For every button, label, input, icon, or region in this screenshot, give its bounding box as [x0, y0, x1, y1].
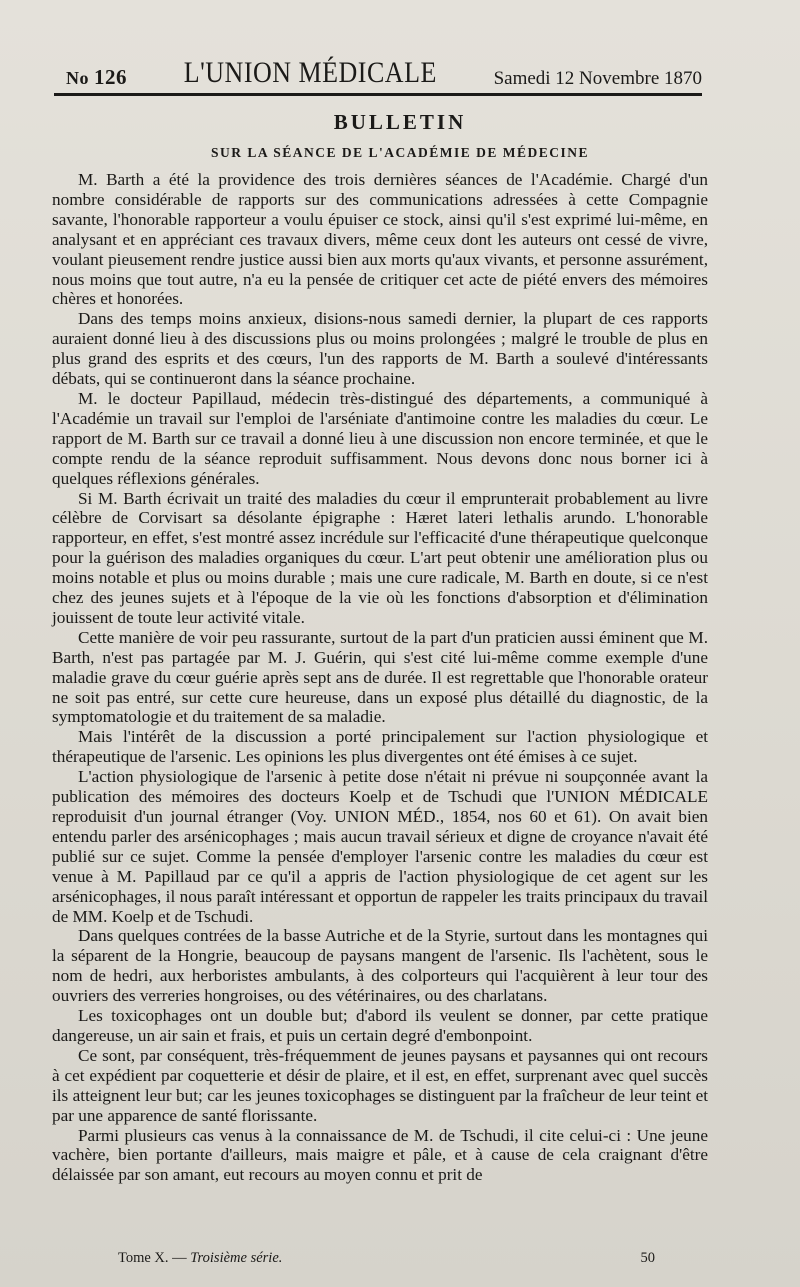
- volume-info: [118, 1250, 282, 1267]
- journal-title: L'UNION MÉDICALE: [183, 55, 437, 89]
- paragraph: L'action physiologique de l'arsenic à petite dose n'était ni prévue ni soupçonnée avant la publication des mémoires des docteurs Koelp et de Tschudi que l'UNION MÉDICALE reproduisit d'un journal étranger (Voy. UNION MÉD., 1854, nos 60 et 61). On avait bien entendu parler des arsénicophages ; mais aucun travail sérieux et digne de croyance n'avait été publié sur ce sujet. Comme la pensée d'employer l'arsenic contre les maladies du cœur est venue à M. Papillaud par ce qu'il a appris de l'action physiologique de cet agent sur les arsénicophages, il nous paraît intéressant et opportun de rappeler les traits principaux du travail de MM. Koelp et de Tschudi.: [52, 767, 708, 926]
- issue-number-value: 126: [94, 65, 127, 89]
- section-subtitle: SUR LA SÉANCE DE L'ACADÉMIE DE MÉDECINE: [210, 145, 590, 160]
- page-footer: [118, 1250, 655, 1267]
- section-title: BULLETIN: [333, 110, 467, 134]
- paragraph: Mais l'intérêt de la discussion a porté principalement sur l'action physiologique et thérapeutique de l'arsenic. Les opinions les plus divergentes ont été émises à ce sujet.: [52, 727, 708, 767]
- issue-prefix: No: [66, 68, 89, 88]
- paragraph: Si M. Barth écrivait un traité des maladies du cœur il emprunterait probablement au livre célèbre de Corvisart sa désolante épigraphe : Hæret lateri lethalis arundo. L'honorable rapporteur, en effet, s'est montré assez incrédule sur l'efficacité d'une thérapeutique quelconque pour la guérison des maladies organiques du cœur. L'art peut obtenir une amélioration plus ou moins notable et plus ou moins durable ; mais une cure radicale, M. Barth en doute, si ce n'est chez des jeunes sujets et à l'époque de la vie où les fonctions d'absorption et d'élimination jouissent de toute leur activité vitale.: [52, 488, 708, 627]
- paragraph: Ce sont, par conséquent, très-fréquemment de jeunes paysans et paysannes qui ont recours à cet expédient par coquetterie et désir de plaire, et il est, en effet, surprenant avec quel succès ils atteignent leur but; car les jeunes toxicophages se distinguent par la fraîcheur de leur teint et par une apparence de santé florissante.: [52, 1045, 708, 1125]
- series-label: Troisième série.: [190, 1250, 283, 1266]
- volume-label: Tome X. —: [118, 1250, 187, 1266]
- header-rule: [54, 93, 702, 96]
- paragraph: M. Barth a été la providence des trois dernières séances de l'Académie. Chargé d'un nombre considérable de rapports sur des communications adressées à cette Compagnie savante, l'honorable rapporteur a voulu épuiser ce stock, ainsi qu'il s'est exprimé lui-même, en analysant et en appréciant ces travaux divers, même ceux dont les auteurs ont cessé de vivre, voulant pieusement rendre justice aussi bien aux morts qu'aux vivants, et personne assurément, nous moins que tout autre, n'a eu la pensée de critiquer cet acte de piété envers des mémoires chères et honorées.: [52, 170, 708, 309]
- issue-number: [66, 65, 127, 90]
- article-body: [52, 170, 708, 1185]
- paragraph: Dans des temps moins anxieux, disions-nous samedi dernier, la plupart de ces rapports auraient donné lieu à des discussions plus ou moins prolongées ; malgré le trouble de plus en plus grand des esprits et des cœurs, l'un des rapports de M. Barth a soulevé d'intéressants débats, qui se continueront dans la séance prochaine.: [52, 309, 708, 389]
- paragraph: Parmi plusieurs cas venus à la connaissance de M. de Tschudi, il cite celui-ci : Une jeune vachère, bien portante d'ailleurs, mais maigre et pâle, et à cause de cela craignant d'être délaissée par son amant, eut recours au moyen connu et prit de: [52, 1125, 708, 1185]
- paragraph: Cette manière de voir peu rassurante, surtout de la part d'un praticien aussi éminent que M. Barth, n'est pas partagée par M. J. Guérin, qui s'est cité lui-même comme exemple d'une maladie grave du cœur guérie après sept ans de durée. Il est regrettable que l'honorable orateur ne soit pas entré, sur cette cure heureuse, dans un exposé plus détaillé du diagnostic, de la symptomatologie et du traitement de sa maladie.: [52, 627, 708, 727]
- page-number: 50: [640, 1250, 655, 1266]
- paragraph: Les toxicophages ont un double but; d'abord ils veulent se donner, par cette pratique dangereuse, un air sain et frais, et puis un certain degré d'embonpoint.: [52, 1006, 708, 1045]
- paragraph: M. le docteur Papillaud, médecin très-distingué des départements, a communiqué à l'Académie un travail sur l'emploi de l'arséniate d'antimoine contre les maladies du cœur. Le rapport de M. Barth sur ce travail a donné lieu à une discussion non encore terminée, et que le compte rendu de la séance reproduit suffisamment. Nous devons donc nous borner ici à quelques réflexions générales.: [52, 388, 708, 488]
- page-header: [66, 50, 702, 90]
- issue-date: Samedi 12 Novembre 1870: [493, 68, 702, 89]
- paragraph: Dans quelques contrées de la basse Autriche et de la Styrie, surtout dans les montagnes qui la séparent de la Hongrie, beaucoup de paysans mangent de l'arsenic. Ils l'achètent, sous le nom de hedri, aux herboristes ambulants, à des colporteurs qui l'acquièrent à leur tour des ouvriers des verreries hongroises, ou des vétérinaires, ou des charlatans.: [52, 926, 708, 1006]
